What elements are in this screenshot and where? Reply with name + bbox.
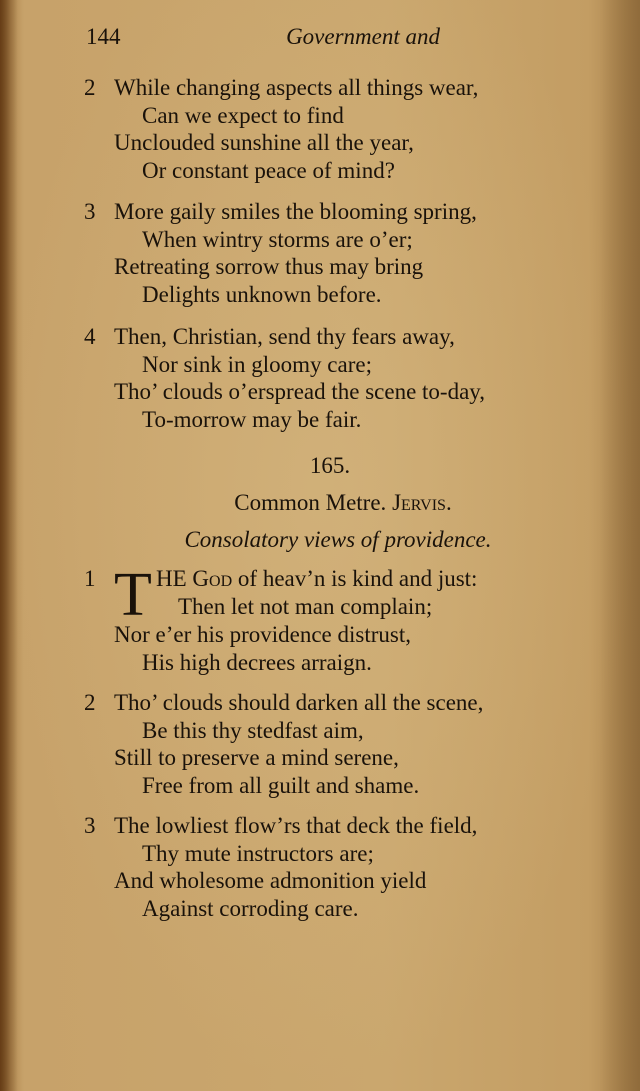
verse-text: Then, Christian, send thy fears away, <box>114 324 455 349</box>
verse-text: To-morrow may be fair. <box>142 406 362 432</box>
verse-line <box>84 406 604 434</box>
running-title: Government and <box>286 24 440 49</box>
verse-line <box>84 772 604 800</box>
verse-text: The lowliest flow’rs that deck the field, <box>114 813 478 838</box>
verse-text: More gaily smiles the blooming spring, <box>114 199 477 224</box>
hymn-subtitle: Consolatory views of providence. <box>184 527 492 552</box>
stanza <box>84 74 604 184</box>
verse-line <box>84 102 604 130</box>
page-header <box>86 24 440 58</box>
stanza-number: 2 <box>84 690 96 715</box>
verse-text: His high decrees arraign. <box>142 650 372 675</box>
verse-text: Thy mute instructors are; <box>142 840 374 866</box>
verse-line <box>84 812 604 840</box>
verse-line <box>84 744 604 772</box>
stanza-number: 4 <box>84 324 96 349</box>
verse-line <box>84 253 604 281</box>
stanza-number: 3 <box>84 813 96 838</box>
verse-line <box>84 717 604 745</box>
verse-line <box>84 226 604 254</box>
verse-text: Against corroding care. <box>142 895 359 921</box>
verse-text: HE <box>156 566 187 591</box>
verse-line <box>84 74 604 102</box>
verse-text: Tho’ clouds should darken all the scene, <box>114 690 484 715</box>
verse-line <box>84 867 604 895</box>
stanza-number: 1 <box>84 566 96 591</box>
verse-line <box>84 378 604 406</box>
verse-line <box>84 129 604 157</box>
verse-text-line1 <box>156 565 477 593</box>
drop-cap: T <box>114 561 152 629</box>
verse-text: Be this thy stedfast aim, <box>142 717 364 743</box>
hymn-metre-line <box>0 490 640 516</box>
hymn-metre: Common Metre. <box>234 490 387 515</box>
verse-line <box>84 351 604 379</box>
verse-text: Unclouded sunshine all the year, <box>114 130 414 155</box>
verse-line <box>84 840 604 868</box>
verse-text: While changing aspects all things wear, <box>114 75 479 100</box>
hymn-tune: Jervis. <box>392 490 452 515</box>
verse-text: of heav’n is kind and just: <box>237 566 478 591</box>
verse-text: Tho’ clouds o’erspread the scene to-day, <box>114 379 486 404</box>
stanza-number: 2 <box>84 75 96 100</box>
stanza <box>84 689 604 799</box>
verse-line <box>84 198 604 226</box>
verse-text: Nor e’er his providence distrust, <box>114 622 412 647</box>
verse-line <box>84 895 604 923</box>
hymn-number: 165. <box>309 453 351 478</box>
verse-text: Still to preserve a mind serene, <box>114 745 399 770</box>
verse-line <box>84 281 604 309</box>
verse-text: Retreating sorrow thus may bring <box>114 254 424 279</box>
stanza <box>84 323 604 433</box>
verse-line <box>84 323 604 351</box>
verse-text: Free from all guilt and shame. <box>142 772 420 798</box>
stanza <box>84 198 604 308</box>
verse-text: And wholesome admonition yield <box>114 868 427 893</box>
verse-text: Delights unknown before. <box>142 281 382 307</box>
stanza-number: 3 <box>84 199 96 224</box>
verse-text: Can we expect to find <box>142 102 344 128</box>
verse-text: Then let not man complain; <box>178 594 433 619</box>
page-number: 144 <box>86 24 121 49</box>
verse-text: Or constant peace of mind? <box>142 157 395 183</box>
verse-text: When wintry storms are o’er; <box>142 226 413 252</box>
verse-line <box>84 157 604 185</box>
verse-line <box>84 689 604 717</box>
stanza <box>84 812 604 922</box>
verse-word-god: God <box>192 566 233 591</box>
verse-text: Nor sink in gloomy care; <box>142 351 372 377</box>
